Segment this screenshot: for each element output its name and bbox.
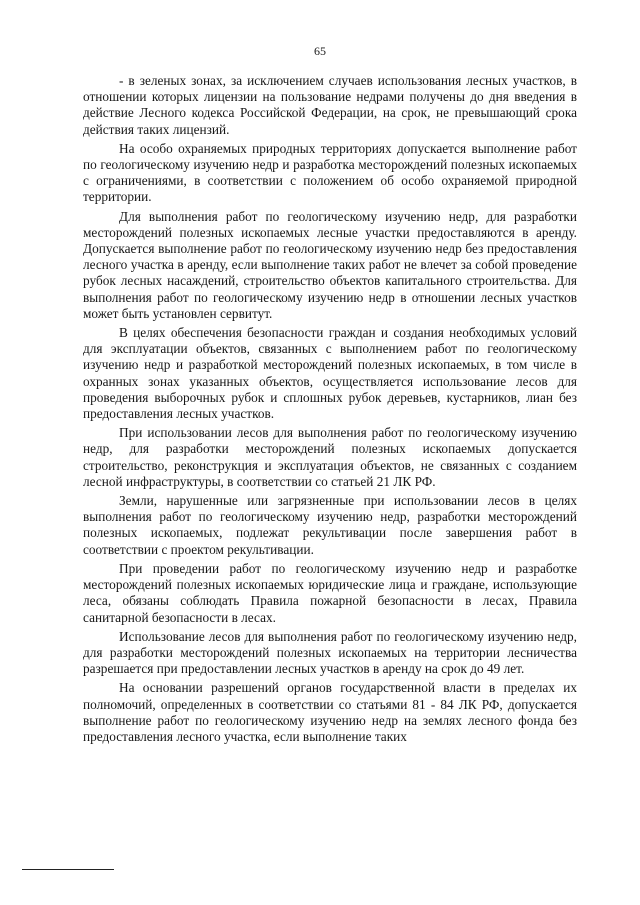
footer-rule xyxy=(22,869,114,870)
paragraph-protected-territories: На особо охраняемых природных территориях допускается выполнение работ по геологическому изучению недр и разработка месторождений полезных ископаемых с ограничениями, в соответствии с положением об особо охраняемой природной территории. xyxy=(83,140,577,205)
page-number: 65 xyxy=(314,44,326,58)
paragraph-safety-felling: В целях обеспечения безопасности граждан и создания необходимых условий для эксплуатации объектов, связанных с выполнением работ по геологическому изучению недр и разработкой месторождений полезных ископаемых, в том числе в охранных зонах указанных объектов, осуществляется использование лесов для проведения выборочных рубок и сплошных рубок деревьев, кустарников, лиан без предоставления лесных участков. xyxy=(83,325,577,422)
paragraph-construction: При использовании лесов для выполнения работ по геологическому изучению недр, для разработки месторождений полезных ископаемых допускается строительство, реконструкция и эксплуатация объектов, не связанных с созданием лесной инфраструктуры, в соответствии со статьей 21 ЛК РФ. xyxy=(83,425,577,489)
paragraph-permissions: На основании разрешений органов государственной власти в пределах их полномочий, определенных в соответствии со статьями 81 - 84 ЛК РФ, допускается выполнение работ по геологическому изучению недр на землях лесного фонда без предоставления лесного участка, если выполнение таких xyxy=(83,680,577,744)
paragraph-lease-term: Использование лесов для выполнения работ по геологическому изучению недр, для разработки месторождений полезных ископаемых на территории лесничества разрешается при предоставлении лесных участков в аренду на срок до 49 лет. xyxy=(83,628,577,677)
paragraph-green-zones: - в зеленых зонах, за исключением случаев использования лесных участков, в отношении которых лицензии на пользование недрами получены до дня введения в действие Лесного кодекса Российской Федерации, на срок, не превышающий срока действия таких лицензий. xyxy=(83,73,577,137)
paragraph-fire-safety: При проведении работ по геологическому изучению недр и разработке месторождений полезных ископаемых юридические лица и граждане, использующие леса, обязаны соблюдать Правила пожарной безопасности в лесах, Правила санитарной безопасности в лесах. xyxy=(83,560,577,625)
paragraph-recultivation: Земли, нарушенные или загрязненные при использовании лесов в целях выполнения работ по геологическому изучению недр, разработки месторождений полезных ископаемых, подлежат рекультивации после завершения работ в соответствии с проектом рекультивации. xyxy=(83,493,577,557)
paragraph-lease-provision: Для выполнения работ по геологическому изучению недр, для разработки месторождений полезных ископаемых лесные участки предоставляются в аренду. Допускается выполнение работ по геологическому изучению недр без предоставления лесного участка в аренду, если выполнение таких работ не влечет за собой проведение рубок лесных насаждений, строительство объектов капитального строительства. Для выполнения работ по геологическому изучению недр в отношении лесных участков может быть установлен сервитут. xyxy=(83,208,577,321)
document-body xyxy=(83,73,577,748)
